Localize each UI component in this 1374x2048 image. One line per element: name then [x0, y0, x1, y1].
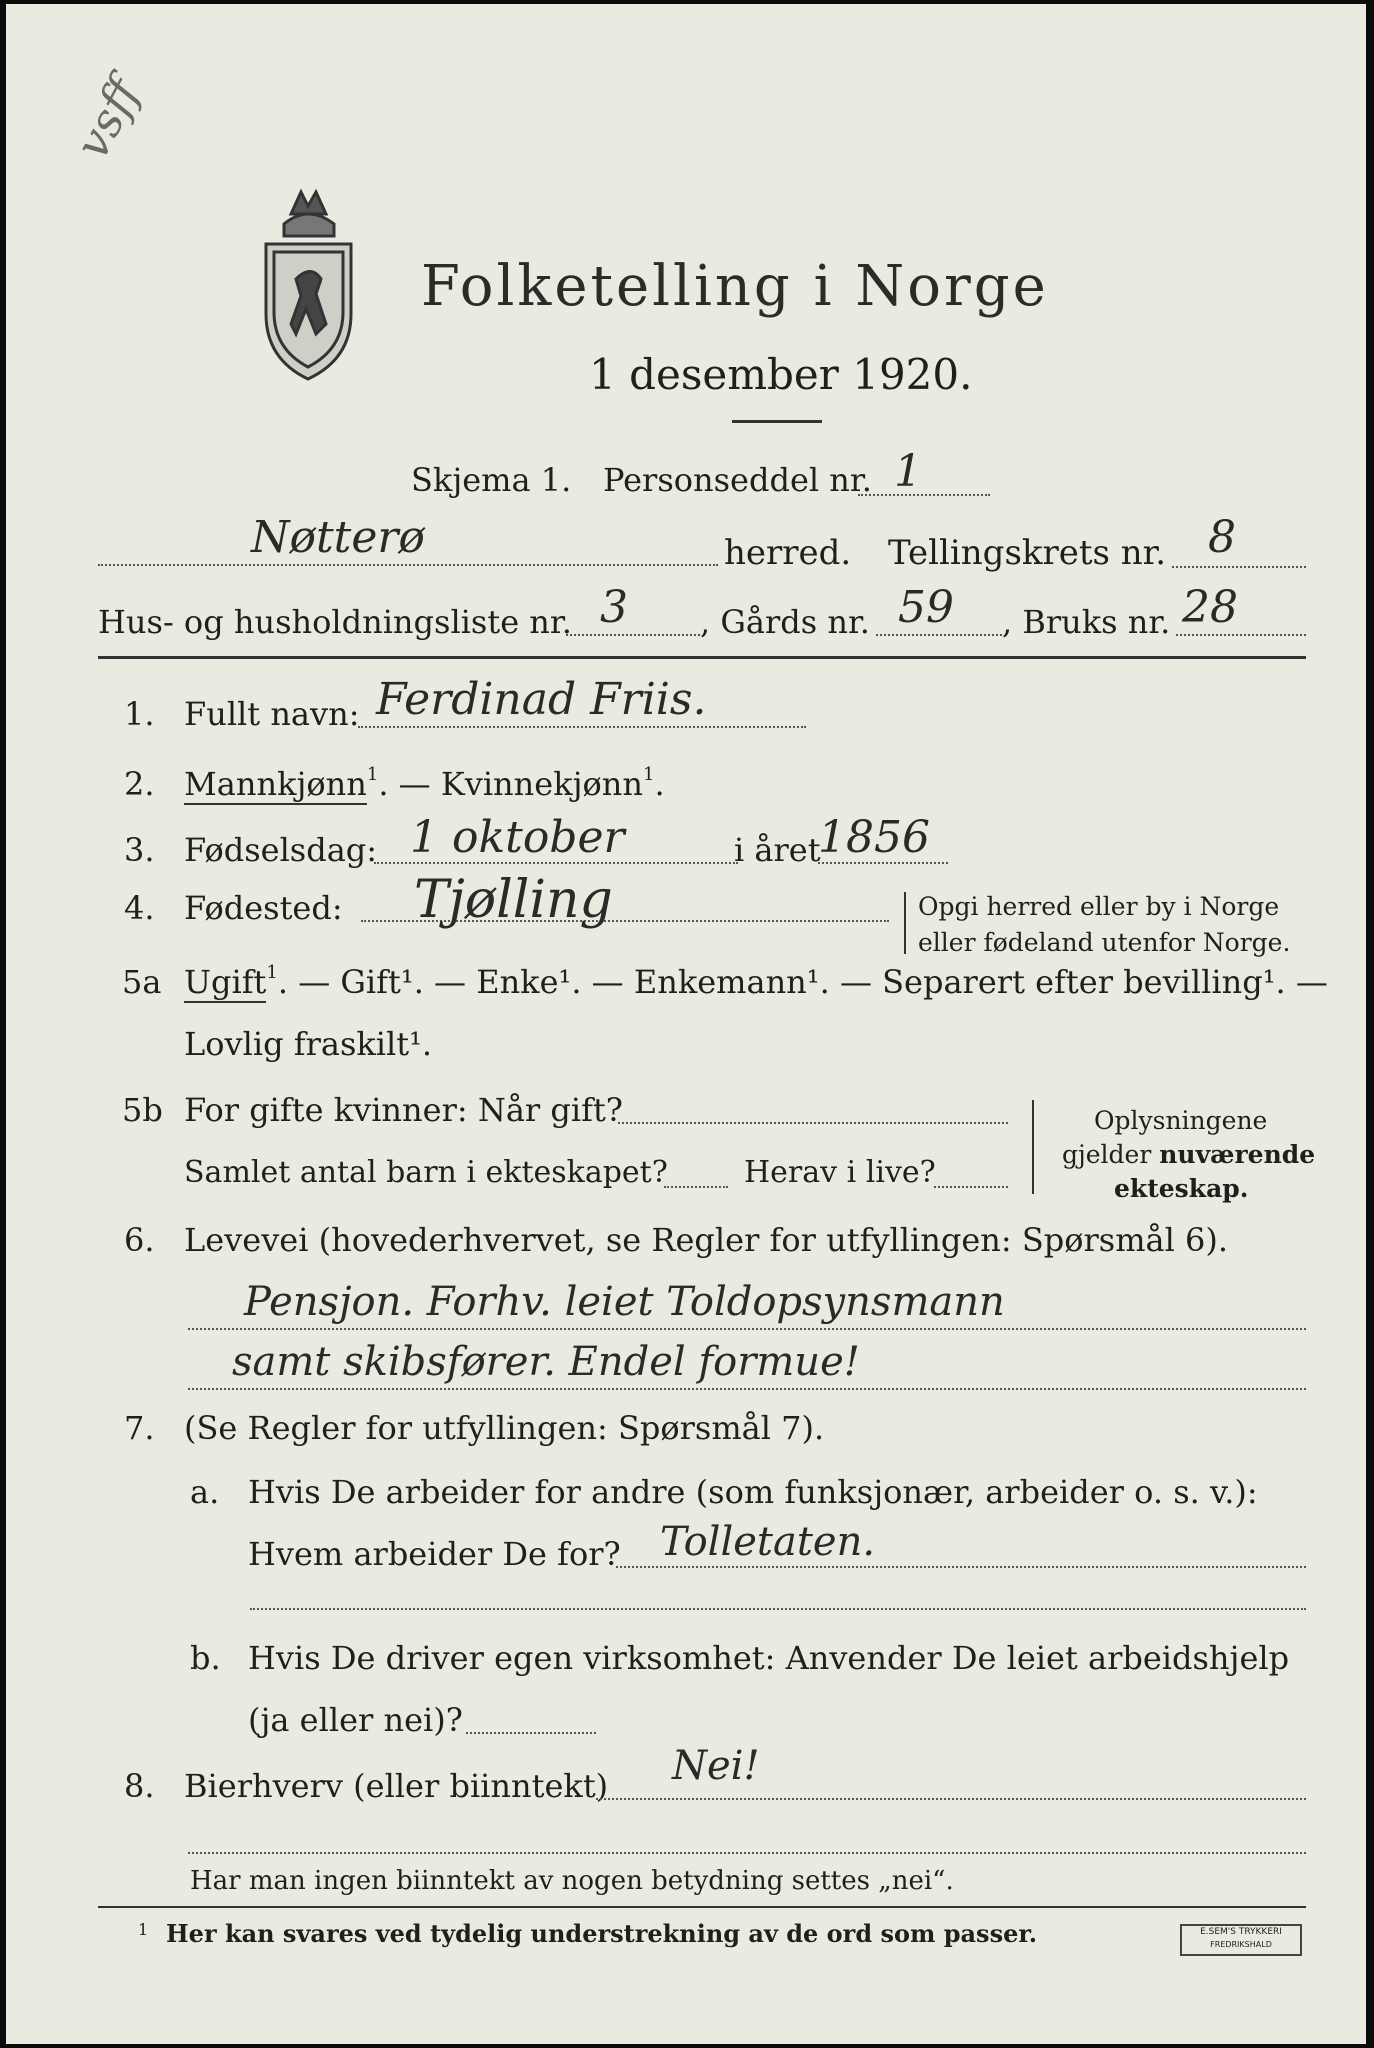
q5a-line2: Lovlig fraskilt¹.: [184, 1025, 433, 1063]
gards-line: [876, 634, 1002, 636]
q5b-note1: Oplysningene: [1094, 1106, 1268, 1135]
q5b-barn-line: [664, 1186, 728, 1188]
q4-note-brace: [904, 892, 906, 954]
skjema-label: Skjema 1.: [411, 461, 572, 499]
printer-line1: E.SEM'S TRYKKERI: [1200, 1927, 1282, 1937]
census-date: 1 desember 1920.: [589, 350, 973, 399]
tellingskrets-value: 8: [1208, 512, 1236, 563]
q7a-line: [616, 1566, 1306, 1568]
q6-line1: [188, 1328, 1306, 1330]
q5a-options: Ugift$^1$. — Gift¹. — Enke¹. — Enkemann¹. — Separert efter bevilling¹. —: [184, 962, 1328, 1001]
q8-number: 8.: [124, 1767, 155, 1805]
q2-kvinne-option: Kvinnekjønn: [440, 765, 643, 803]
q5b-live-line: [934, 1186, 1008, 1188]
q1-label: Fullt navn:: [184, 695, 360, 733]
q5b-line2b: Herav i live?: [744, 1155, 936, 1190]
q5a-number: 5a: [122, 963, 162, 1001]
q5a-ugift-option: Ugift: [184, 963, 267, 1001]
title-divider: [732, 420, 822, 423]
personseddel-line: [858, 494, 990, 496]
q5b-line1: For gifte kvinner: Når gift?: [184, 1091, 623, 1129]
q7b-line1: Hvis De driver egen virksomhet: Anvender De leiet arbeidshjelp: [248, 1639, 1290, 1677]
q5b-number: 5b: [122, 1091, 163, 1129]
q5b-note-brace: [1032, 1100, 1034, 1194]
q3-label: Fødselsdag:: [184, 831, 378, 869]
q5b-note2b: nuværende: [1159, 1140, 1316, 1169]
q7b-line2: (ja eller nei)?: [248, 1701, 463, 1739]
q8-label: Bierhverv (eller biinntekt): [184, 1767, 609, 1805]
census-form: [6, 4, 1366, 2044]
q3-year-label: i året: [734, 831, 821, 869]
q7a-value: Tolletaten.: [660, 1519, 876, 1565]
herred-label: herred.: [724, 533, 852, 573]
q5a-other-options: . — Gift¹. — Enke¹. — Enkemann¹. — Separert efter bevilling¹. —: [277, 963, 1328, 1001]
q4-label: Fødested:: [184, 889, 343, 927]
footnote-text: Her kan svares ved tydelig understrekning av de ord som passer.: [166, 1919, 1038, 1948]
biinntekt-note: Har man ingen biinntekt av nogen betydning settes „nei“.: [190, 1866, 954, 1896]
q7a-extra-line: [250, 1608, 1306, 1610]
q1-number: 1.: [124, 695, 155, 733]
q8-line: [596, 1798, 1306, 1800]
q6-answer2: samt skibsfører. Endel formue!: [232, 1339, 860, 1385]
bruks-label: , Bruks nr.: [1002, 603, 1171, 641]
husholdningsliste-line: [566, 634, 700, 636]
q5b-note3: ekteskap.: [1114, 1174, 1249, 1203]
q3-year-value: 1856: [818, 812, 930, 863]
q1-value: Ferdinad Friis.: [376, 674, 707, 725]
coat-of-arms-icon: [256, 184, 361, 384]
q2-number: 2.: [124, 765, 155, 803]
personseddel-value: 1: [894, 446, 922, 497]
husholdningsliste-value: 3: [600, 582, 628, 633]
q7b-number: b.: [190, 1639, 221, 1677]
bruks-line: [1176, 634, 1306, 636]
herred-value: Nøtterø: [251, 512, 425, 563]
q4-note-line1: Opgi herred eller by i Norge: [918, 892, 1280, 921]
q6-answer1: Pensjon. Forhv. leiet Toldopsynsmann: [244, 1279, 1005, 1325]
q2-end: .: [654, 765, 665, 803]
q5b-line2a: Samlet antal barn i ekteskapet?: [184, 1155, 668, 1190]
q4-number: 4.: [124, 889, 155, 927]
tellingskrets-label: Tellingskrets nr.: [888, 533, 1167, 573]
q5b-gift-line: [618, 1122, 1008, 1124]
q7b-line: [466, 1732, 596, 1734]
printer-stamp: [1180, 1924, 1302, 1956]
corner-mark: vsff: [64, 69, 151, 168]
tellingskrets-line: [1172, 566, 1306, 568]
q1-line: [358, 726, 806, 728]
q7a-line2: Hvem arbeider De for?: [248, 1535, 621, 1573]
q8-extra-line: [188, 1852, 1306, 1854]
q8-value: Nei!: [672, 1743, 760, 1789]
q5b-note2a: gjelder: [1062, 1140, 1160, 1169]
q2-options: Mannkjønn$^1$. — Kvinnekjønn$^1$.: [184, 764, 665, 803]
q3-value: 1 oktober: [410, 812, 625, 863]
husholdningsliste-label: Hus- og husholdningsliste nr.: [98, 603, 572, 641]
q4-value: Tjølling: [414, 870, 613, 930]
q3-number: 3.: [124, 831, 155, 869]
q6-number: 6.: [124, 1221, 155, 1259]
q6-label: Levevei (hovederhvervet, se Regler for utfyllingen: Spørsmål 6).: [184, 1221, 1229, 1259]
footnote-mark: 1: [138, 1920, 149, 1939]
personseddel-label: Personseddel nr.: [603, 461, 872, 499]
header-rule: [98, 656, 1306, 659]
printer-line2: FREDRIKSHALD: [1210, 1940, 1272, 1949]
q7-number: 7.: [124, 1409, 155, 1447]
herred-line: [98, 564, 718, 566]
q2-separator: . —: [378, 765, 441, 803]
q5b-note2: [1062, 1142, 1315, 1167]
gards-value: 59: [898, 582, 954, 633]
q4-note-line2: eller fødeland utenfor Norge.: [918, 928, 1291, 957]
bruks-value: 28: [1182, 582, 1238, 633]
footnote-rule: [98, 1906, 1306, 1908]
gards-label: , Gårds nr.: [700, 603, 870, 641]
q2-mann-option: Mannkjønn: [184, 765, 367, 803]
q6-line2: [188, 1388, 1306, 1390]
q7a-number: a.: [190, 1473, 220, 1511]
form-title: Folketelling i Norge: [421, 254, 1049, 319]
q7a-line1: Hvis De arbeider for andre (som funksjonær, arbeider o. s. v.):: [248, 1473, 1258, 1511]
q7-label: (Se Regler for utfyllingen: Spørsmål 7).: [184, 1409, 825, 1447]
